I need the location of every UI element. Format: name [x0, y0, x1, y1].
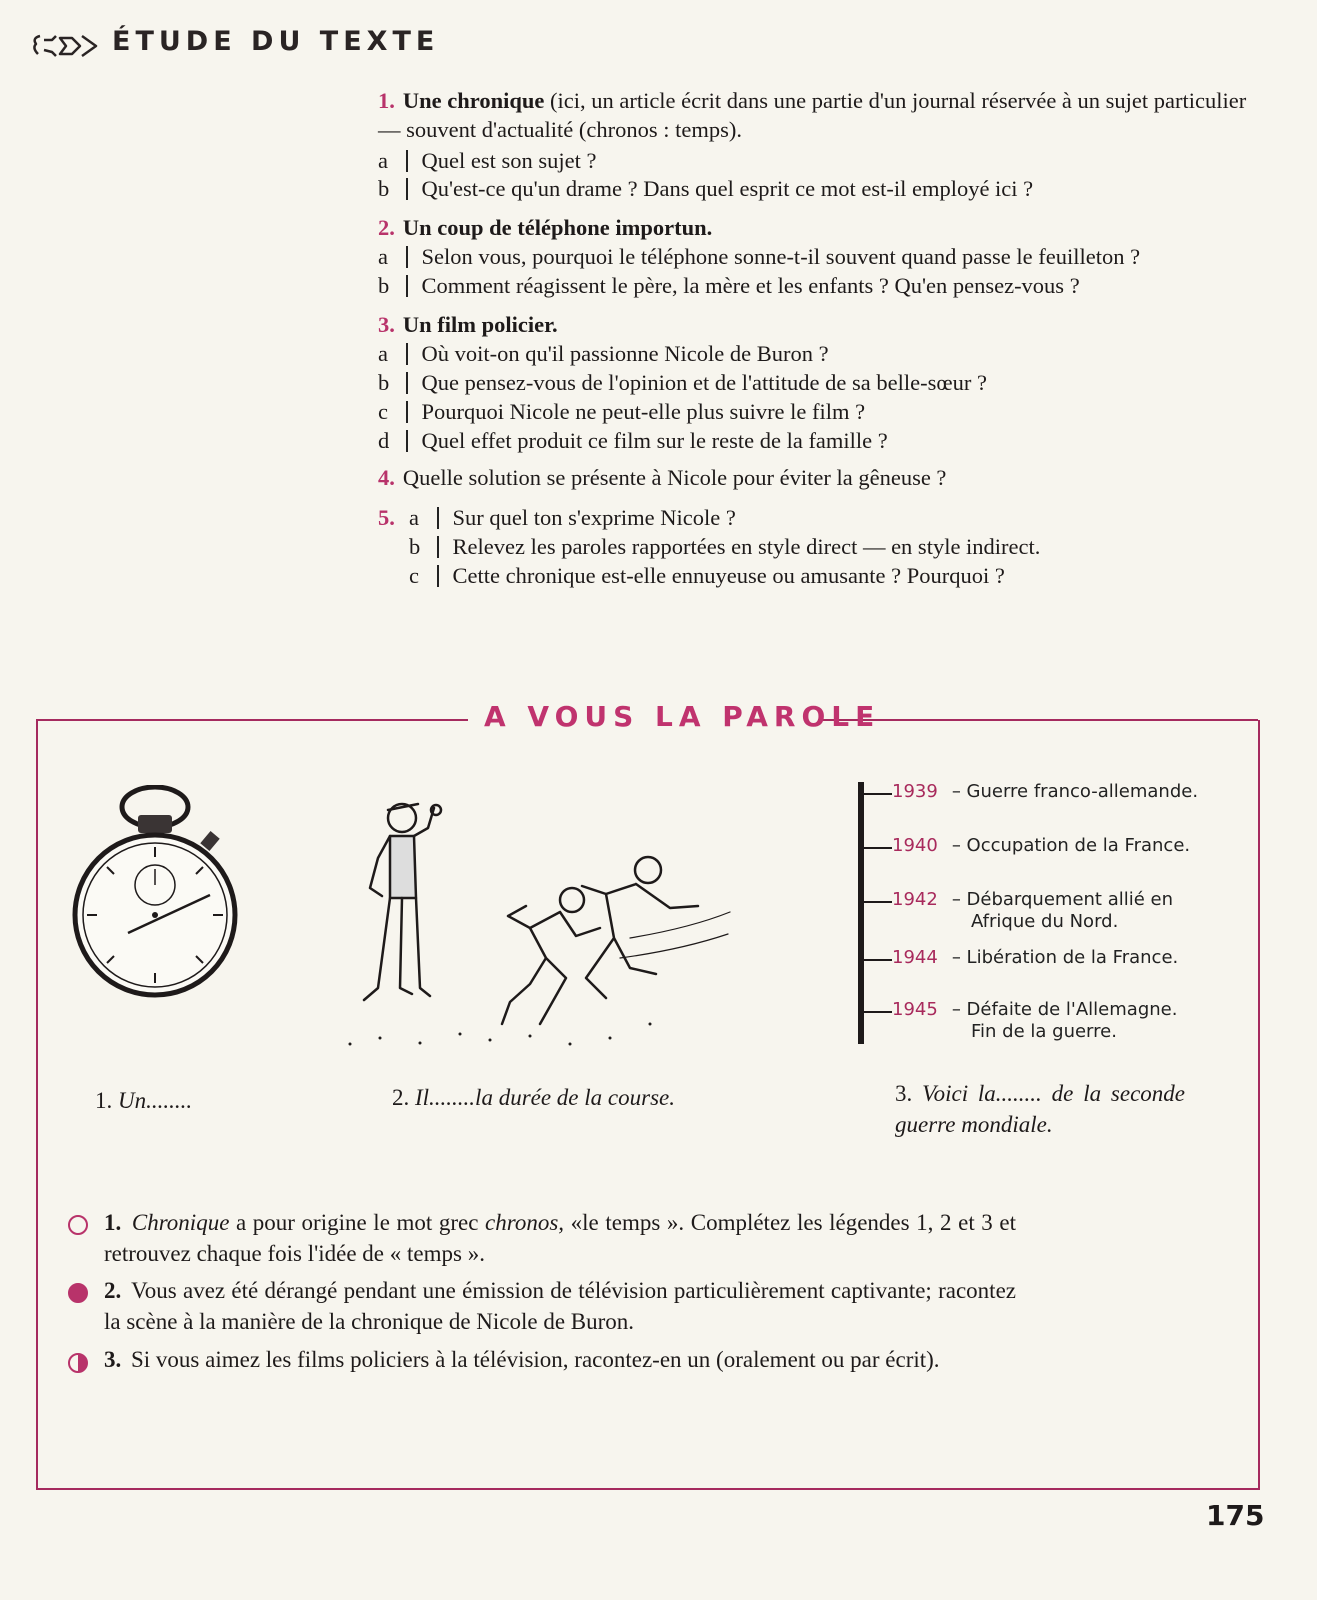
- exercise-text: Si vous aimez les films policiers à la télévision, racontez-en un (oralement ou par écrit).: [131, 1347, 940, 1372]
- box-title: A VOUS LA PAROLE: [484, 700, 881, 733]
- sub-text: Comment réagissent le père, la mère et les enfants ? Qu'en pensez-vous ?: [421, 273, 1080, 298]
- exercise-number: 1.: [104, 1210, 122, 1235]
- box-top-rule: [36, 719, 468, 721]
- timeline-year: 1942: [892, 889, 938, 910]
- caption-number: 2.: [392, 1085, 410, 1110]
- exercise-term: chronos,: [485, 1210, 565, 1235]
- box-top-rule: [818, 719, 1258, 721]
- sub-letter: c: [378, 399, 388, 424]
- sub-text: Quel effet produit ce film sur le reste de la famille ?: [421, 428, 888, 453]
- half-circle-bullet-icon: [68, 1353, 88, 1373]
- caption-3: [895, 1078, 1185, 1140]
- sub-question: [378, 397, 865, 426]
- question-5: [378, 503, 403, 532]
- sub-text: Qu'est-ce qu'un drame ? Dans quel esprit ce mot est-il employé ici ?: [421, 176, 1034, 201]
- caption-text: Il........la durée de la course.: [415, 1085, 675, 1110]
- sub-letter: b: [378, 370, 390, 395]
- sub-letter: a: [378, 148, 388, 173]
- question-number: 4.: [378, 465, 395, 490]
- caption-text: Voici la........ de la seconde guerre mondiale.: [895, 1081, 1185, 1137]
- exercise-2: [104, 1275, 1016, 1337]
- question-1: [378, 86, 1253, 144]
- exercise-number: 2.: [104, 1278, 122, 1303]
- sub-text: Pourquoi Nicole ne peut-elle plus suivre le film ?: [421, 399, 866, 424]
- question-number: 3.: [378, 312, 395, 337]
- sub-letter: b: [378, 273, 390, 298]
- question-2: [378, 213, 712, 242]
- question-text: Quelle solution se présente à Nicole pour éviter la gêneuse ?: [402, 465, 947, 490]
- sub-letter: a: [409, 505, 419, 530]
- exercise-text: «le temps ». Complétez les légendes 1, 2 et 3 et retrouvez chaque fois l'idée de « temps ».: [104, 1210, 1016, 1266]
- exercise-term: Chronique: [131, 1210, 230, 1235]
- question-number: 1.: [378, 88, 395, 113]
- timeline-entry: [864, 835, 1190, 857]
- timeline-entry: [864, 947, 1178, 969]
- sub-text: Relevez les paroles rapportées en style direct — en style indirect.: [452, 534, 1041, 559]
- sub-question: [378, 426, 888, 455]
- exercise-number: 3.: [104, 1347, 122, 1372]
- race-illustration: [330, 788, 740, 1050]
- sub-letter: a: [378, 341, 388, 366]
- section-title: ÉTUDE DU TEXTE: [112, 26, 440, 57]
- caption-text: Un........: [118, 1088, 193, 1113]
- sub-question: [409, 561, 1005, 590]
- caption-1: [95, 1085, 295, 1116]
- caption-number: 1.: [95, 1088, 113, 1113]
- empty-circle-bullet-icon: [68, 1215, 88, 1235]
- question-text: (ici, un article écrit dans une partie d'un journal réservée à un sujet particulier — souvent d'actualité (chronos : temps).: [378, 88, 1247, 142]
- sub-question: [378, 271, 1080, 300]
- sub-question: [378, 174, 1033, 203]
- sub-question: [378, 368, 987, 397]
- question-number: 5.: [378, 505, 395, 530]
- header-ornament-icon: [30, 30, 100, 62]
- sub-question: [378, 146, 596, 175]
- sub-question: [409, 503, 736, 532]
- timeline-event-cont: Afrique du Nord.: [971, 911, 1119, 932]
- question-number: 2.: [378, 215, 395, 240]
- timeline-year: 1945: [892, 999, 938, 1020]
- question-3: [378, 310, 558, 339]
- sub-text: Cette chronique est-elle ennuyeuse ou amusante ? Pourquoi ?: [452, 563, 1005, 588]
- sub-letter: a: [378, 244, 388, 269]
- sub-text: Que pensez-vous de l'opinion et de l'attitude de sa belle-sœur ?: [421, 370, 987, 395]
- sub-letter: c: [409, 563, 419, 588]
- timeline-entry: [864, 889, 1174, 932]
- timeline-entry: [864, 999, 1178, 1042]
- stopwatch-icon: [70, 785, 240, 1000]
- sub-question: [378, 242, 1140, 271]
- timeline-event: – Libération de la France.: [951, 947, 1179, 968]
- question-title: Une chronique: [402, 88, 545, 113]
- sub-text: Sur quel ton s'exprime Nicole ?: [452, 505, 736, 530]
- exercise-1: [104, 1207, 1016, 1269]
- sub-letter: b: [409, 534, 421, 559]
- question-title: Un coup de téléphone importun.: [402, 215, 713, 240]
- timeline-year: 1939: [892, 781, 938, 802]
- sub-text: Selon vous, pourquoi le téléphone sonne-t-il souvent quand passe le feuilleton ?: [421, 244, 1141, 269]
- sub-text: Où voit-on qu'il passionne Nicole de Buron ?: [421, 341, 829, 366]
- sub-letter: d: [378, 428, 390, 453]
- sub-letter: b: [378, 176, 390, 201]
- exercise-text: a pour origine le mot grec: [229, 1210, 486, 1235]
- timeline-year: 1944: [892, 947, 938, 968]
- question-title: Un film policier.: [402, 312, 558, 337]
- caption-2: [392, 1082, 682, 1113]
- page-number: 175: [1206, 1499, 1265, 1532]
- sub-text: Quel est son sujet ?: [421, 148, 597, 173]
- timeline-event: – Débarquement allié en: [951, 889, 1174, 910]
- sub-question: [378, 339, 829, 368]
- timeline-entry: [864, 781, 1198, 803]
- timeline-event: – Guerre franco-allemande.: [951, 781, 1199, 802]
- timeline-year: 1940: [892, 835, 938, 856]
- exercise-3: [104, 1344, 1016, 1375]
- sub-question: [409, 532, 1040, 561]
- timeline-event: – Défaite de l'Allemagne.: [951, 999, 1178, 1020]
- caption-number: 3.: [895, 1081, 913, 1106]
- filled-circle-bullet-icon: [68, 1283, 88, 1303]
- timeline-event-cont: Fin de la guerre.: [971, 1021, 1117, 1042]
- question-4: [378, 463, 946, 492]
- timeline-event: – Occupation de la France.: [951, 835, 1191, 856]
- exercise-text: Vous avez été dérangé pendant une émission de télévision particulièrement captivante; racontez la scène à la manière de la chronique de Nicole de Buron.: [104, 1278, 1016, 1334]
